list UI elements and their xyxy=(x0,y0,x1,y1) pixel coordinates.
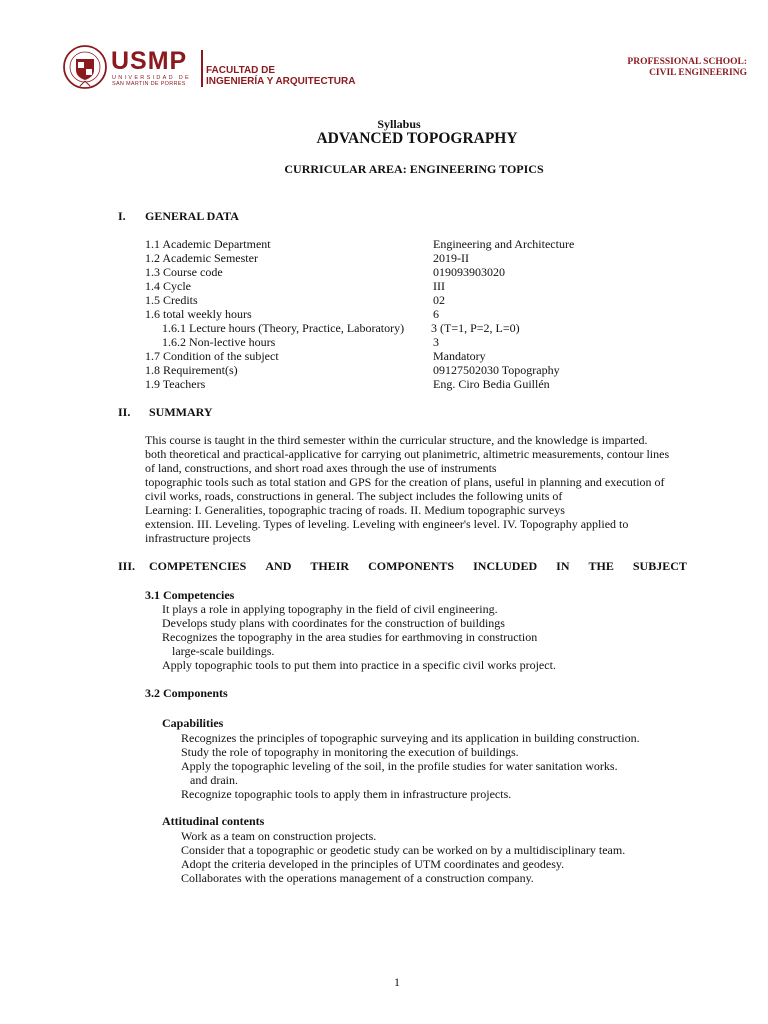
capability-item: Recognizes the principles of topographic surveying and its application in building construction. xyxy=(181,731,640,745)
capability-item: Recognize topographic tools to apply them in infrastructure projects. xyxy=(181,787,512,801)
section-heading-general: GENERAL DATA xyxy=(145,209,239,223)
general-data-value: 019093903020 xyxy=(433,265,505,279)
usmp-logo-text: USMP xyxy=(111,47,188,75)
faculty-name xyxy=(206,65,355,87)
general-data-value: III xyxy=(433,279,445,293)
general-data-value: 3 (T=1, P=2, L=0) xyxy=(431,321,520,335)
course-title: ADVANCED TOPOGRAPHY xyxy=(316,130,518,147)
section-number-competencies: III. xyxy=(118,559,136,573)
competency-item: large-scale buildings. xyxy=(172,644,275,658)
competency-item: Apply topographic tools to put them into practice in a specific civil works project. xyxy=(162,658,556,672)
summary-line: both theoretical and practical-applicative for carrying out planimetric, altimetric measurements, contour lines xyxy=(145,447,670,461)
heading-word: IN xyxy=(556,559,570,573)
professional-school xyxy=(627,57,747,79)
university-name xyxy=(112,75,191,87)
general-data-label: 1.3 Course code xyxy=(145,265,223,279)
university-seal-logo xyxy=(63,45,107,89)
section-number-summary: II. xyxy=(118,405,131,419)
summary-line: topographic tools such as total station and GPS for the creation of plans, useful in planning and execution of xyxy=(145,475,665,489)
general-data-value: 3 xyxy=(433,335,439,349)
general-data-label: 1.6.1 Lecture hours (Theory, Practice, Laboratory) xyxy=(162,321,405,335)
school-line-2: CIVIL ENGINEERING xyxy=(649,68,747,78)
heading-word: COMPETENCIES xyxy=(149,559,247,573)
general-data-label: 1.8 Requirement(s) xyxy=(145,363,238,377)
general-data-label: 1.2 Academic Semester xyxy=(145,251,258,265)
general-data-value: 09127502030 Topography xyxy=(433,363,560,377)
competency-item: Develops study plans with coordinates for the construction of buildings xyxy=(162,616,505,630)
general-data-value: 2019-II xyxy=(433,251,469,265)
general-data-label: 1.7 Condition of the subject xyxy=(145,349,279,363)
attitudinal-item: Consider that a topographic or geodetic study can be worked on by a multidisciplinary team. xyxy=(181,843,626,857)
general-data-value: 6 xyxy=(433,307,439,321)
general-data-label: 1.9 Teachers xyxy=(145,377,206,391)
general-data-label: 1.5 Credits xyxy=(145,293,198,307)
summary-line: of land, constructions, and short road axes through the use of instruments xyxy=(145,461,497,475)
general-data-value: Eng. Ciro Bedia Guillén xyxy=(433,377,550,391)
header-divider xyxy=(201,50,203,87)
attitudinal-heading xyxy=(162,814,264,828)
school-line-1: PROFESSIONAL SCHOOL: xyxy=(627,57,747,67)
capabilities-title: Capabilities xyxy=(162,716,224,730)
summary-line: infrastructure projects xyxy=(145,531,251,545)
faculty-line-1: FACULTAD DE xyxy=(206,65,276,76)
section-heading-summary: SUMMARY xyxy=(149,405,213,419)
general-data-value: Engineering and Architecture xyxy=(433,237,575,251)
heading-word: AND xyxy=(265,559,292,573)
capabilities-heading xyxy=(162,716,223,730)
capability-item: and drain. xyxy=(190,773,238,787)
university-prefix: UNIVERSIDAD DE xyxy=(112,75,191,81)
section-number-general: I. xyxy=(118,209,126,223)
attitudinal-item: Adopt the criteria developed in the principles of UTM coordinates and geodesy. xyxy=(181,857,565,871)
summary-line: extension. III. Leveling. Types of leveling. Leveling with engineer's level. IV. Topography applied to xyxy=(145,517,629,531)
summary-line: This course is taught in the third semester within the curricular structure, and the knowledge is imparted. xyxy=(145,433,648,447)
capability-item: Apply the topographic leveling of the soil, in the profile studies for water sanitation works. xyxy=(181,759,618,773)
heading-word: THEIR xyxy=(310,559,350,573)
heading-word: THE xyxy=(588,559,614,573)
competency-item: It plays a role in applying topography in the field of civil engineering. xyxy=(162,602,498,616)
attitudinal-item: Work as a team on construction projects. xyxy=(181,829,377,843)
competency-item: Recognizes the topography in the area studies for earthmoving in construction xyxy=(162,630,538,644)
general-data-label: 1.6.2 Non-lective hours xyxy=(162,335,276,349)
general-data-value: Mandatory xyxy=(433,349,486,363)
capability-item: Study the role of topography in monitoring the execution of buildings. xyxy=(181,745,519,759)
heading-word: INCLUDED xyxy=(473,559,538,573)
heading-word: COMPONENTS xyxy=(368,559,455,573)
subsection-components: 3.2 Components xyxy=(145,686,228,700)
summary-line: civil works, roads, constructions in general. The subject includes the following units of xyxy=(145,489,563,503)
heading-word: SUBJECT xyxy=(632,559,687,573)
general-data-label: 1.1 Academic Department xyxy=(145,237,271,251)
general-data-value: 02 xyxy=(433,293,445,307)
section-heading-competencies xyxy=(149,559,687,573)
attitudinal-title: Attitudinal contents xyxy=(162,814,265,828)
curricular-area: CURRICULAR AREA: ENGINEERING TOPICS xyxy=(284,162,544,176)
attitudinal-item: Collaborates with the operations management of a construction company. xyxy=(181,871,534,885)
faculty-line-2: INGENIERÍA Y ARQUITECTURA xyxy=(206,76,356,87)
document-type: Syllabus xyxy=(377,117,421,131)
subsection-competencies: 3.1 Competencies xyxy=(145,588,235,602)
summary-line: Learning: I. Generalities, topographic tracing of roads. II. Medium topographic surveys xyxy=(145,503,565,517)
general-data-label: 1.4 Cycle xyxy=(145,279,191,293)
university-full-name: SAN MARTIN DE PORRES xyxy=(112,81,186,87)
general-data-label: 1.6 total weekly hours xyxy=(145,307,252,321)
page-number: 1 xyxy=(394,975,400,989)
